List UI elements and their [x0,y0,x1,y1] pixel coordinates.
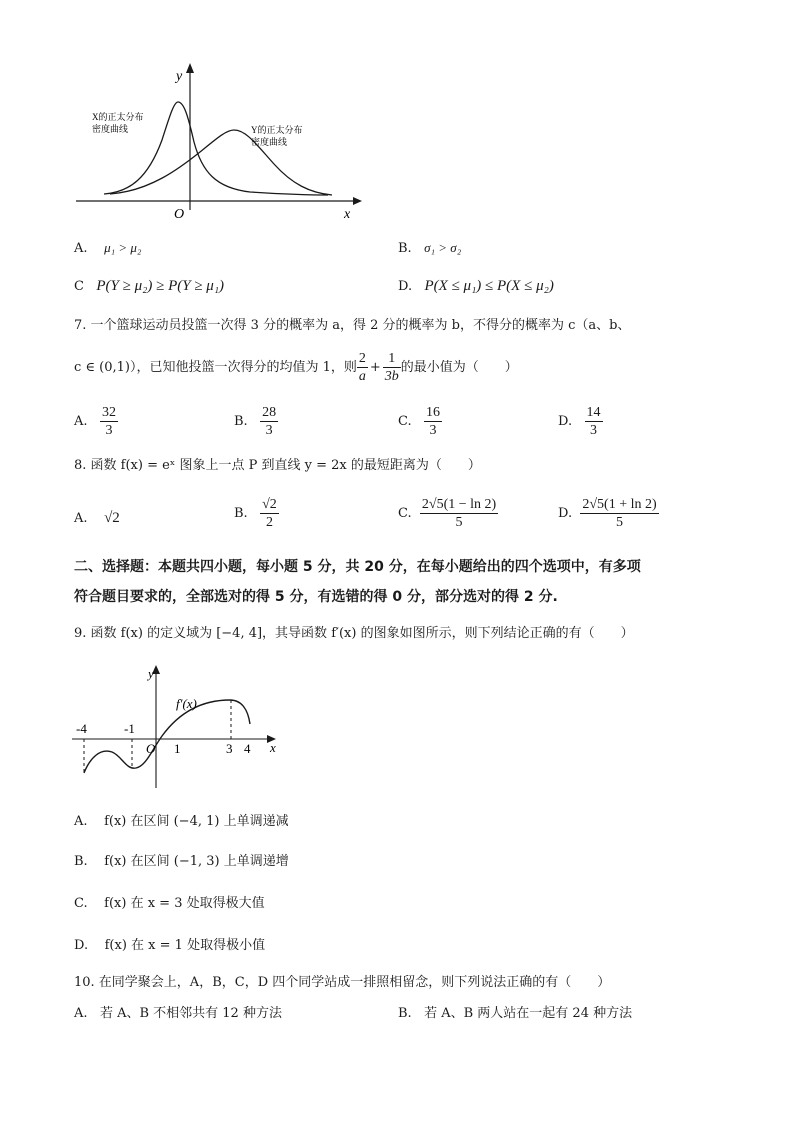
tick-label: -1 [124,721,135,736]
option-key: D. [398,279,413,294]
y-axis-label: y [176,69,183,84]
frac-num: 14 [586,405,601,420]
frac-num: 1 [383,350,401,368]
option-key: D. [558,505,573,521]
frac-den: 3 [105,423,113,438]
frac-num: 2 [358,351,366,366]
y-curve-label: Y的正太分布 [251,125,303,135]
frac-num: 16 [426,405,441,420]
option-key: D. [74,938,89,953]
x-axis-label: x [270,740,276,755]
option-key: A. [74,511,88,526]
option-key: B. [74,854,88,869]
q9-stem: 9. 函数 f(x) 的定义域为 [−4, 4]，其导函数 f′(x) 的图象如图所示，则下列结论正确的有（ ） [74,626,634,641]
q7-option-c [398,404,442,439]
option-key: D. [558,413,573,429]
q8-option-d [558,496,659,531]
frac-den: 5 [616,515,623,530]
option-key: A. [74,1006,88,1021]
frac-den: a [358,369,366,384]
q9-option-b [74,852,289,872]
option-text: μ₁ > μ₂ [104,240,142,255]
option-key: B. [234,505,248,521]
x-axis-label: x [344,207,351,222]
section-heading-line2: 符合题目要求的，全部选对的得 5 分，有选错的得 0 分，部分选对的得 2 分. [74,589,558,605]
option-text: f(x) 在区间 (−4, 1) 上单调递减 [104,814,289,829]
x-axis-arrow-icon [353,197,362,205]
frac-num: 2√5(1 − ln 2) [421,497,497,512]
q9-option-c [74,894,265,914]
tick-label: 4 [244,741,251,756]
frac-num: 32 [101,405,116,420]
frac-den: 3 [590,423,597,438]
q6-option-a [74,238,141,259]
y-axis-label: y [148,666,154,681]
frac-den: 2 [265,515,273,530]
frac-num: √2 [262,497,277,512]
q10-stem: 10. 在同学聚会上，A，B，C，D 四个同学站成一排照相留念，则下列说法正确的有（ ） [74,975,611,990]
q7-text-b: 的最小值为（ ） [400,359,518,375]
option-text: 若 A、B 两人站在一起有 24 种方法 [424,1006,633,1021]
option-text: f(x) 在区间 (−1, 3) 上单调递增 [104,854,289,869]
option-key: C [74,279,84,294]
y-density-curve [110,130,332,195]
section-heading: 二、选择题：本题共四小题，每小题 5 分，共 20 分，在每小题给出的四个选项中，有多项 [74,559,641,575]
plus-sign: + [369,359,381,375]
option-text: P(X ≤ μ₁) ≤ P(X ≤ μ₂) [424,278,554,294]
frac-den: 5 [455,515,463,530]
derivative-graph [70,660,285,795]
tick-label: 1 [174,741,181,756]
option-key: B. [234,413,248,429]
option-text: σ₁ > σ₂ [424,240,462,255]
option-text: 若 A、B 不相邻共有 12 种方法 [99,1006,282,1021]
q9-option-a [74,812,289,832]
option-key: B. [398,1006,412,1021]
q7-frac-2 [383,350,401,385]
option-text: f(x) 在 x = 3 处取得极大值 [104,896,265,911]
option-key: A. [74,814,88,829]
y-axis-arrow-icon [186,63,194,73]
q9-option-d [74,936,265,956]
q7-text-a: c ∈ (0,1)），已知他投篮一次得分的均值为 1，则 [74,359,357,375]
q6-option-b [398,238,461,259]
option-text: P(Y ≥ μ₂) ≥ P(Y ≥ μ₁) [96,278,225,294]
q8-option-c [398,496,498,531]
q6-option-d [398,276,554,297]
frac-num: 28 [262,405,277,420]
q6-option-c [74,276,224,297]
q8-stem: 8. 函数 f(x) = eˣ 图象上一点 P 到直线 y = 2x 的最短距离为（ ） [74,458,481,473]
origin-label: O [174,207,185,222]
q7-stem-line2 [74,350,518,385]
x-curve-label: X的正太分布 [92,112,144,122]
q7-option-d [558,404,603,439]
normal-density-graph [70,60,370,225]
option-key: C. [398,505,412,521]
origin-label: O [146,741,156,756]
q7-option-a [74,404,118,439]
frac-num: 2√5(1 + ln 2) [582,497,657,512]
derivative-curve [84,700,250,773]
tick-label: 3 [226,741,233,756]
q7-frac-1 [357,350,368,385]
q8-option-b [234,496,279,531]
option-key: C. [398,413,412,429]
tick-label: -4 [76,721,87,736]
q7-stem-line1: 7. 一个篮球运动员投篮一次得 3 分的概率为 a，得 2 分的概率为 b，不得分的概率为 c（a、b、 [74,318,631,333]
frac-den: 3b [384,369,399,384]
option-key: C. [74,896,88,911]
q8-option-a [74,508,120,529]
q10-option-a [74,1004,282,1024]
option-text: f(x) 在 x = 1 处取得极小值 [104,938,266,953]
option-text: √2 [104,510,120,526]
frac-den: 3 [265,423,273,438]
q10-option-b [398,1004,632,1024]
option-key: B. [398,241,412,256]
y-curve-label-line2: 密度曲线 [251,137,288,147]
curve-label: f′(x) [176,696,197,711]
q7-option-b [234,404,278,439]
x-curve-label-line2: 密度曲线 [92,124,129,134]
option-key: A. [74,413,88,429]
frac-den: 3 [429,423,437,438]
option-key: A. [74,241,88,256]
